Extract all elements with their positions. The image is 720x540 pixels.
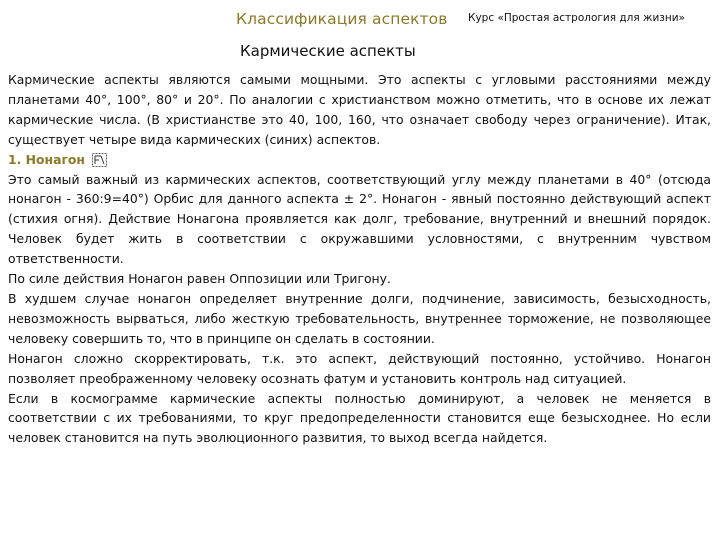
nonagon-subheading bbox=[8, 150, 711, 170]
section-title: Кармические аспекты bbox=[240, 42, 416, 60]
intro-paragraph: Кармические аспекты являются самыми мощными. Это аспекты с угловыми расстояниями между планетами 40°, 100°, 80° и 20°. По аналогии с христианством можно отметить, что в основе их лежат кармические числа. (В христианстве это 40, 100, 160, что означает свободу через ограничение). Итак, существует четыре вида кармических (синих) аспектов. bbox=[8, 72, 711, 147]
body-paragraph-3: В худшем случае нонагон определяет внутренние долги, подчинение, зависимость, безысходность, невозможность вырваться, либо жесткую требовательность, внутреннее торможение, не позволяющее человеку совершить то, что в принципе он сделать в состоянии. bbox=[8, 290, 711, 346]
page-header-title: Классификация аспектов bbox=[236, 10, 448, 28]
body-paragraph-5: Если в космограмме кармические аспекты полностью доминируют, а человек не меняется в соответствии с их требованиями, то круг предопределенности становится еще безысходнее. Но если человек становится на путь эволюционного развития, то выход всегда найдется. bbox=[8, 390, 711, 446]
body-paragraph-1: Это самый важный из кармических аспектов, соответствующий углу между планетами в 40° (отсюда нонагон - 360:9=40°) Орбис для данного аспекта ± 2°. Нонагон - явный постоянно действующий аспект (стихия огня). Действие Нонагона проявляется как долг, требование, внутренний и внешний порядок. Человек будет жить в соответствии с окружавшими условностями, с внутренним чувством ответственности. bbox=[8, 171, 711, 267]
body-paragraph-4: Нонагон сложно скорректировать, т.к. это аспект, действующий постоянно, устойчиво. Нонагон позволяет преображенному человеку осознать фатум и установить контроль над ситуацией. bbox=[8, 350, 711, 386]
document-body bbox=[8, 70, 711, 448]
body-paragraph-2: По силе действия Нонагон равен Оппозиции или Тригону. bbox=[8, 271, 391, 287]
course-name: Курс «Простая астрология для жизни» bbox=[468, 12, 685, 24]
nonagon-symbol-icon bbox=[92, 153, 107, 167]
subheading-label: 1. Нонагон bbox=[8, 151, 85, 167]
